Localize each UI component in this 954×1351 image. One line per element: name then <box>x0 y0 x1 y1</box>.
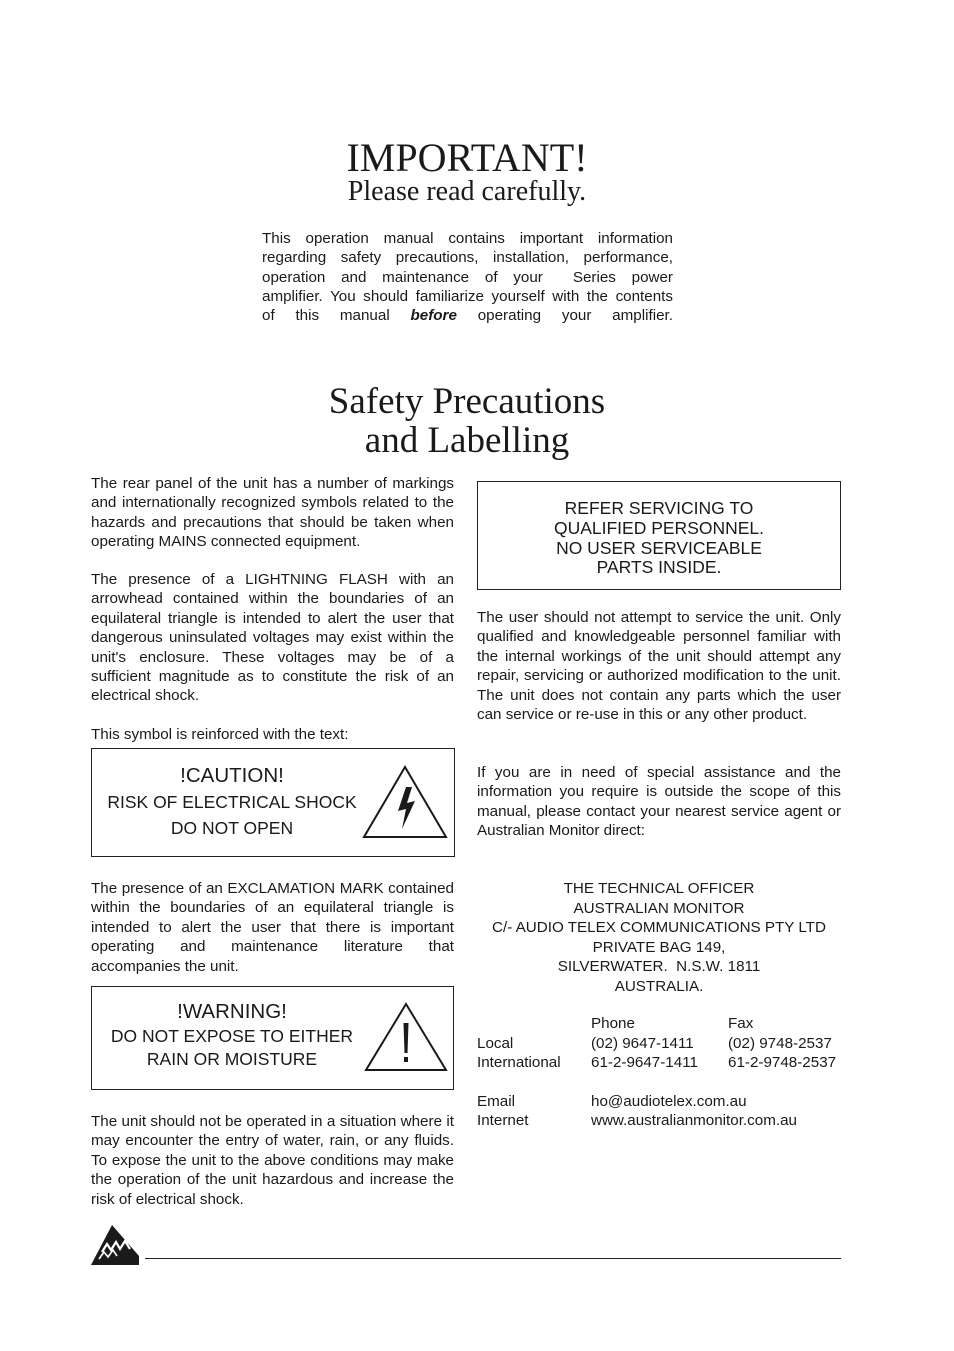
caution-label-box <box>91 748 455 857</box>
intro-line: regarding safety precautions, installation, performance, <box>262 249 673 267</box>
intro-line: This operation manual contains important information <box>262 230 673 247</box>
address-line: SILVERWATER. N.S.W. 1811 <box>557 958 761 975</box>
local-phone: (02) 9647-1411 <box>591 1035 694 1052</box>
warning-line: RAIN OR MOISTURE <box>146 1049 318 1069</box>
local-label: Local <box>477 1035 514 1052</box>
section-title-line: Safety Precautions <box>328 381 606 422</box>
warning-heading: !WARNING! <box>177 1000 287 1023</box>
address-line: PRIVATE BAG 149, <box>592 938 726 956</box>
intro-line <box>262 268 673 287</box>
address-line: AUSTRALIAN MONITOR <box>573 899 745 917</box>
service-label-box <box>477 481 841 590</box>
section-title <box>0 382 934 460</box>
address-line: AUSTRALIA. <box>614 977 704 995</box>
service-line: QUALIFIED PERSONNEL. <box>553 517 765 538</box>
service-line: REFER SERVICING TO <box>564 498 754 518</box>
footer-rule <box>145 1258 841 1259</box>
mountain-logo-icon <box>90 1222 140 1266</box>
rear-panel-paragraph: The rear panel of the unit has a number of markings and internationally recognized symbols related to the hazards and precautions that should be taken when operating MAINS connected equipment. <box>91 475 454 551</box>
user-service-paragraph: The user should not attempt to service the unit. Only qualified and knowledgeable personnel familiar with the internal workings of the unit should attempt any repair, servicing or authorized modification to the unit. The unit does not contain any parts which the user can service or re-use in this or any other product. <box>477 609 841 724</box>
assistance-paragraph: If you are in need of special assistance and the information you require is outside the scope of this manual, please contact your nearest service agent or Australian Monitor direct: <box>477 764 841 840</box>
warning-text <box>92 999 372 1071</box>
intro-text: of this manual <box>262 307 390 325</box>
lightning-paragraph: The presence of a LIGHTNING FLASH with an arrowhead contained within the boundaries of an equilateral triangle is intended to alert the user that dangerous uninsulated voltages may exist within the unit's enclosure. These voltages may be of a sufficient magnitude as to constitute the risk of an electrical shock. <box>91 571 454 705</box>
warning-line: DO NOT EXPOSE TO EITHER <box>110 1026 354 1046</box>
caution-line: RISK OF ELECTRICAL SHOCK <box>107 792 357 812</box>
internet-label: Internet <box>477 1112 529 1129</box>
intro-paragraph <box>262 229 673 325</box>
intro-line <box>262 306 673 325</box>
intro-text: Series power <box>572 268 673 286</box>
page-subtitle: Please read carefully. <box>347 176 587 207</box>
international-fax: 61-2-9748-2537 <box>728 1054 837 1071</box>
address-line: THE TECHNICAL OFFICER <box>563 880 755 897</box>
email-label: Email <box>477 1093 515 1110</box>
section-title-line: and Labelling <box>364 420 570 461</box>
address-line: C/- AUDIO TELEX COMMUNICATIONS PTY LTD <box>492 919 826 936</box>
fax-header: Fax <box>728 1015 754 1032</box>
fluids-paragraph: The unit should not be operated in a situation where it may encounter the entry of water, rain, or any fluids. To expose the unit to the above conditions may make the operation of the unit hazardous and increase the risk of electrical shock. <box>91 1113 454 1208</box>
international-label: International <box>477 1054 561 1071</box>
page-title: IMPORTANT! <box>346 135 588 180</box>
address-block <box>477 879 841 996</box>
email-address: ho@audiotelex.com.au <box>591 1093 747 1110</box>
service-line: PARTS INSIDE. <box>596 557 722 578</box>
internet-address: www.australianmonitor.com.au <box>591 1112 797 1129</box>
intro-line: amplifier. You should familiarize yourself with the contents <box>262 287 673 305</box>
service-line: NO USER SERVICEABLE <box>556 537 762 558</box>
international-phone: 61-2-9647-1411 <box>591 1054 698 1071</box>
intro-text: operation and maintenance of your <box>262 268 543 286</box>
caution-line: DO NOT OPEN <box>170 818 294 838</box>
phone-header: Phone <box>591 1015 635 1032</box>
exclamation-paragraph: The presence of an EXCLAMATION MARK contained within the boundaries of an equilateral triangle is intended to alert the user that there is important operating and maintenance literature that accompanies the unit. <box>91 880 454 975</box>
intro-text: operating your amplifier. <box>477 307 673 325</box>
lightning-warning-icon <box>360 763 450 841</box>
symbol-paragraph: This symbol is reinforced with the text: <box>91 726 349 743</box>
caution-heading: !CAUTION! <box>180 764 284 787</box>
exclamation-warning-icon <box>362 1001 450 1073</box>
emphasis-text: before <box>410 307 457 325</box>
local-fax: (02) 9748-2537 <box>728 1035 832 1052</box>
warning-label-box <box>91 986 454 1090</box>
caution-text <box>92 763 372 841</box>
